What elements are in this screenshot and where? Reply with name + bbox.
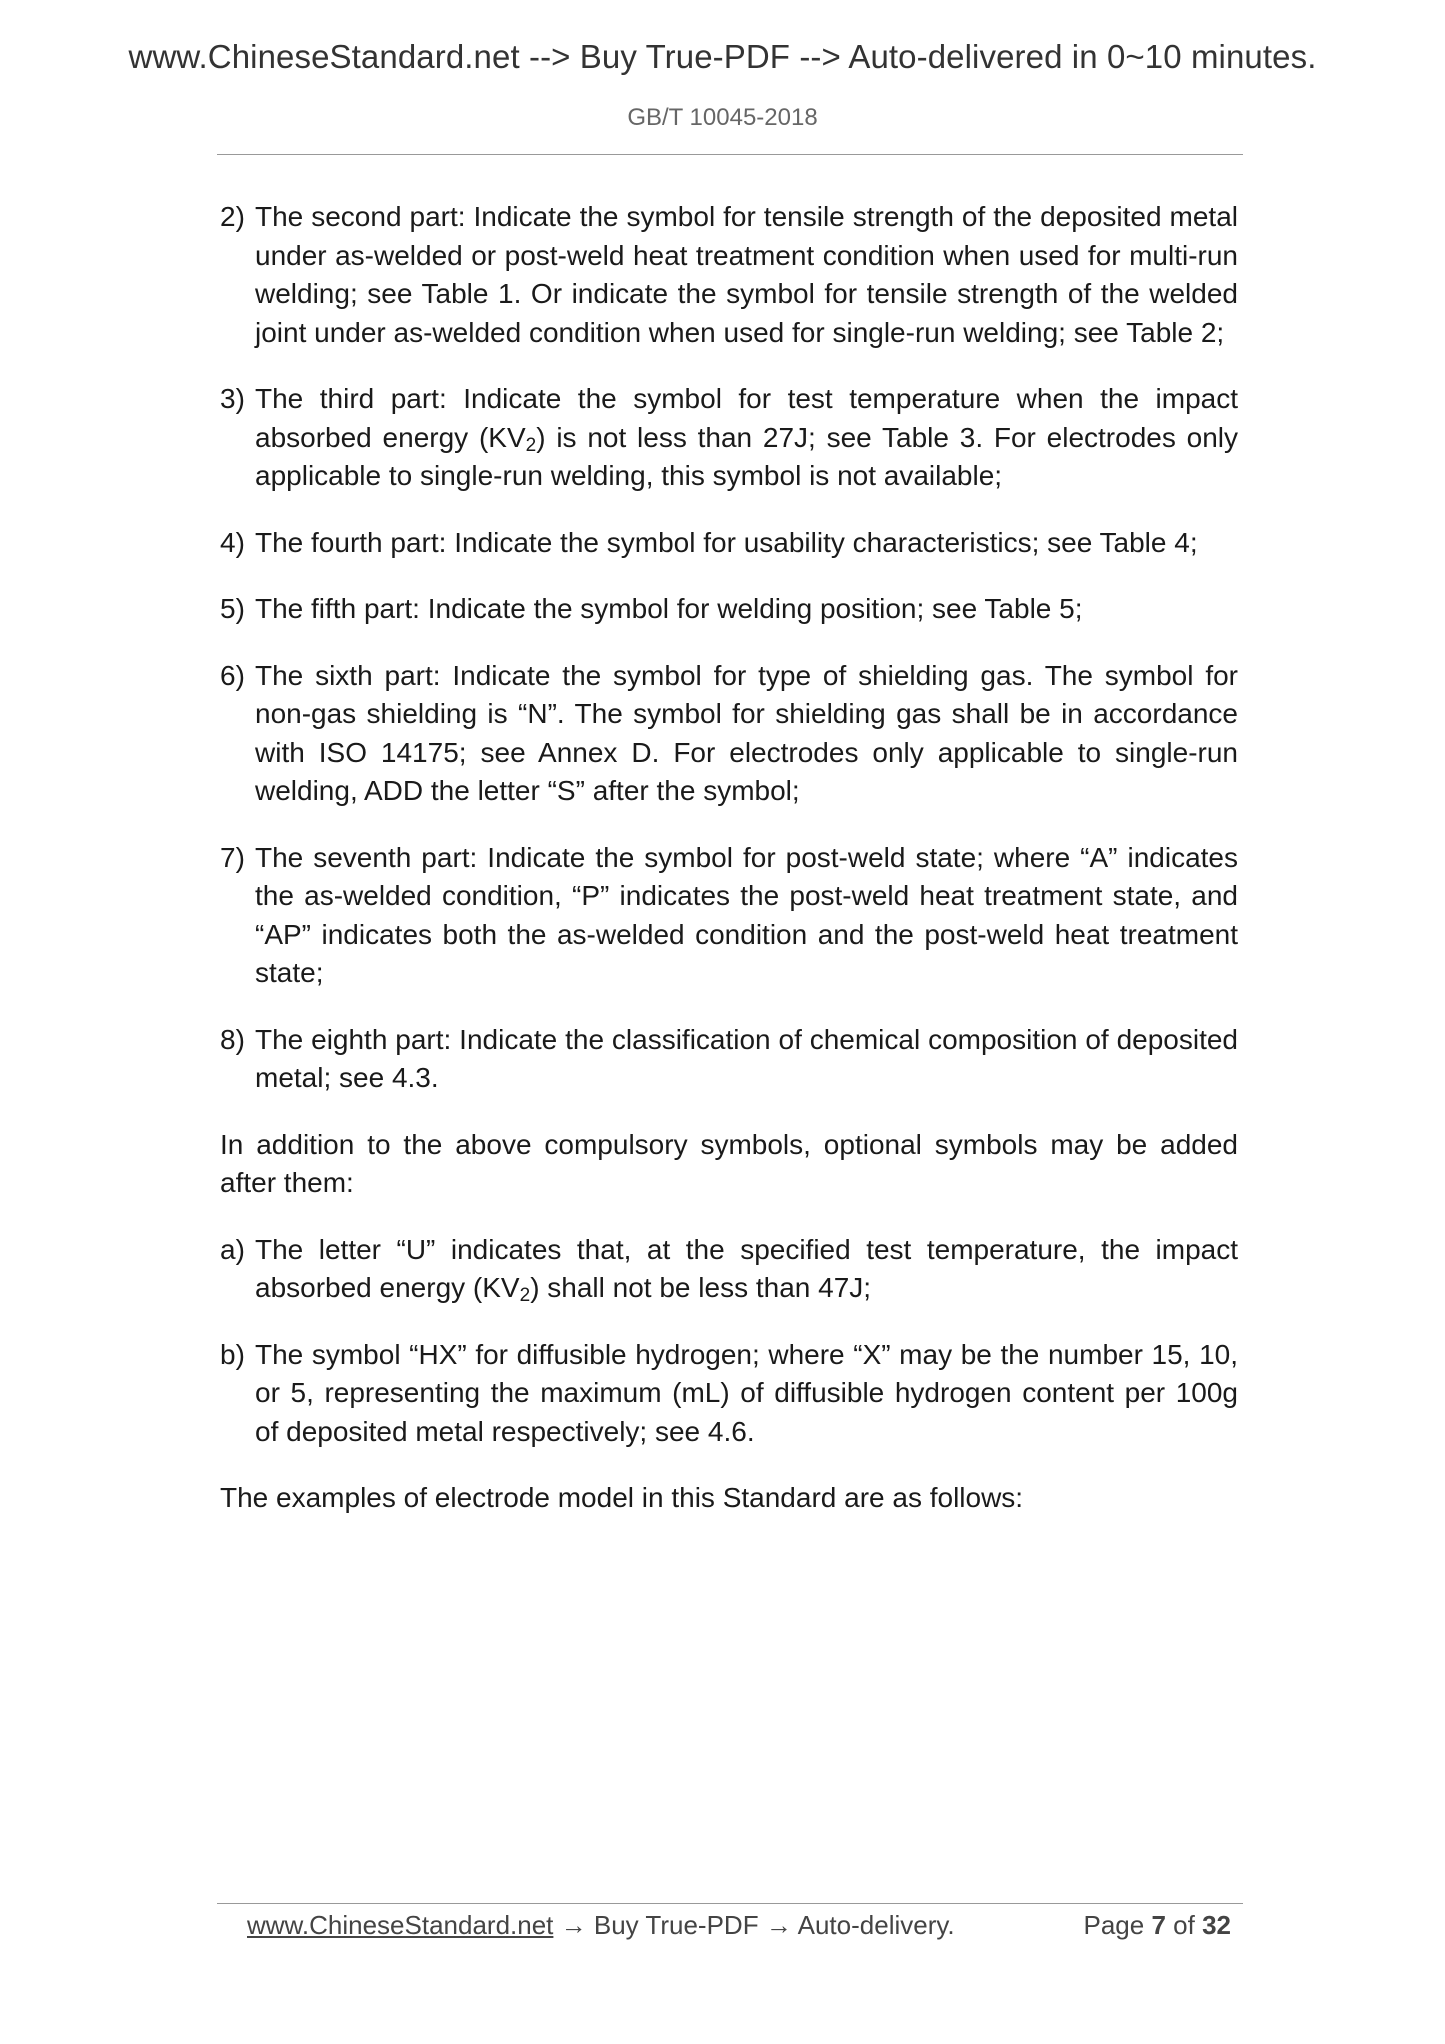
header-divider <box>217 154 1243 155</box>
list-item-text <box>255 380 1238 496</box>
optional-symbols-intro: In addition to the above compulsory symbols, optional symbols may be added after them: <box>220 1128 1238 1198</box>
of-label: of <box>1173 1910 1195 1940</box>
page-indicator <box>1083 1907 1231 1943</box>
footer-divider <box>217 1903 1243 1904</box>
list-item-text: The fifth part: Indicate the symbol for welding position; see Table 5; <box>255 593 1083 624</box>
list-marker: 6) <box>220 659 245 691</box>
subscript: 2 <box>519 1285 531 1306</box>
list-marker: 5) <box>220 593 245 624</box>
list-marker: 3) <box>220 383 245 414</box>
optional-item-b <box>220 1336 1238 1452</box>
footer-delivery-text: Auto-delivery. <box>797 1910 955 1940</box>
list-marker: a) <box>220 1233 245 1265</box>
optional-item-a <box>220 1231 1238 1308</box>
text-segment: The third part: Indicate the symbol for test temperature when the impact absorbed energy (KV <box>255 383 1238 453</box>
list-item-text <box>255 1231 1238 1308</box>
footer-site-link[interactable]: www.ChineseStandard.net <box>247 1910 554 1940</box>
list-item-5 <box>220 590 1238 629</box>
arrow-right-icon: → <box>765 1910 792 1940</box>
total-pages: 32 <box>1202 1910 1231 1940</box>
footer-buy-text: Buy True-PDF <box>593 1910 759 1940</box>
list-marker: 7) <box>220 841 245 873</box>
page-number: 7 <box>1151 1910 1166 1940</box>
page-label: Page <box>1083 1910 1145 1940</box>
list-item-2 <box>220 198 1238 352</box>
list-item-6 <box>220 657 1238 811</box>
page-content <box>220 198 1238 1546</box>
text-segment: ) is not less than 27J; see Table 3. For electrodes only applicable to single-run welding, this symbol is not available; <box>255 421 1239 491</box>
list-item-text: The seventh part: Indicate the symbol for post-weld state; where “A” indicates the as-welded condition, “P” indicates the post-weld heat treatment state, and “AP” indicates both the as-welded condition and the post-weld heat treatment state; <box>255 841 1238 988</box>
list-marker: b) <box>220 1338 245 1370</box>
subscript: 2 <box>525 434 537 456</box>
text-segment: ) shall not be less than 47J; <box>530 1272 872 1303</box>
list-item-text: The fourth part: Indicate the symbol for usability characteristics; see Table 4; <box>255 526 1198 558</box>
footer-links <box>247 1907 955 1943</box>
examples-intro: The examples of electrode model in this Standard are as follows: <box>220 1482 1024 1513</box>
list-item-text: The eighth part: Indicate the classification of chemical composition of deposited metal; see 4.3. <box>255 1023 1238 1093</box>
list-item-3 <box>220 380 1238 496</box>
list-item-text: The symbol “HX” for diffusible hydrogen; where “X” may be the number 15, 10, or 5, representing the maximum (mL) of diffusible hydrogen content per 100g of deposited metal respectively; see 4.6. <box>255 1338 1238 1447</box>
text-segment: The letter “U” indicates that, at the specified test temperature, the impact absorbed energy (KV <box>255 1233 1238 1303</box>
list-marker: 4) <box>220 526 245 558</box>
list-marker: 2) <box>220 201 245 232</box>
list-item-text: The sixth part: Indicate the symbol for type of shielding gas. The symbol for non-gas shielding is “N”. The symbol for shielding gas shall be in accordance with ISO 14175; see Annex D. For electrodes only applicable to single-run welding, ADD the letter “S” after the symbol; <box>255 659 1238 806</box>
list-item-7 <box>220 839 1238 993</box>
list-item-8 <box>220 1021 1238 1098</box>
top-banner[interactable]: www.ChineseStandard.net --> Buy True-PDF --> Auto-delivered in 0~10 minutes. <box>128 38 1317 75</box>
arrow-right-icon: → <box>560 1910 587 1940</box>
list-marker: 8) <box>220 1023 245 1055</box>
list-item-text: The second part: Indicate the symbol for tensile strength of the deposited metal under as-welded or post-weld heat treatment condition when used for multi-run welding; see Table 1. Or indicate the symbol for tensile strength of the welded joint under as-welded condition when used for single-run welding; see Table 2; <box>255 201 1238 348</box>
list-item-4 <box>220 524 1238 563</box>
document-code: GB/T 10045-2018 <box>627 104 818 131</box>
